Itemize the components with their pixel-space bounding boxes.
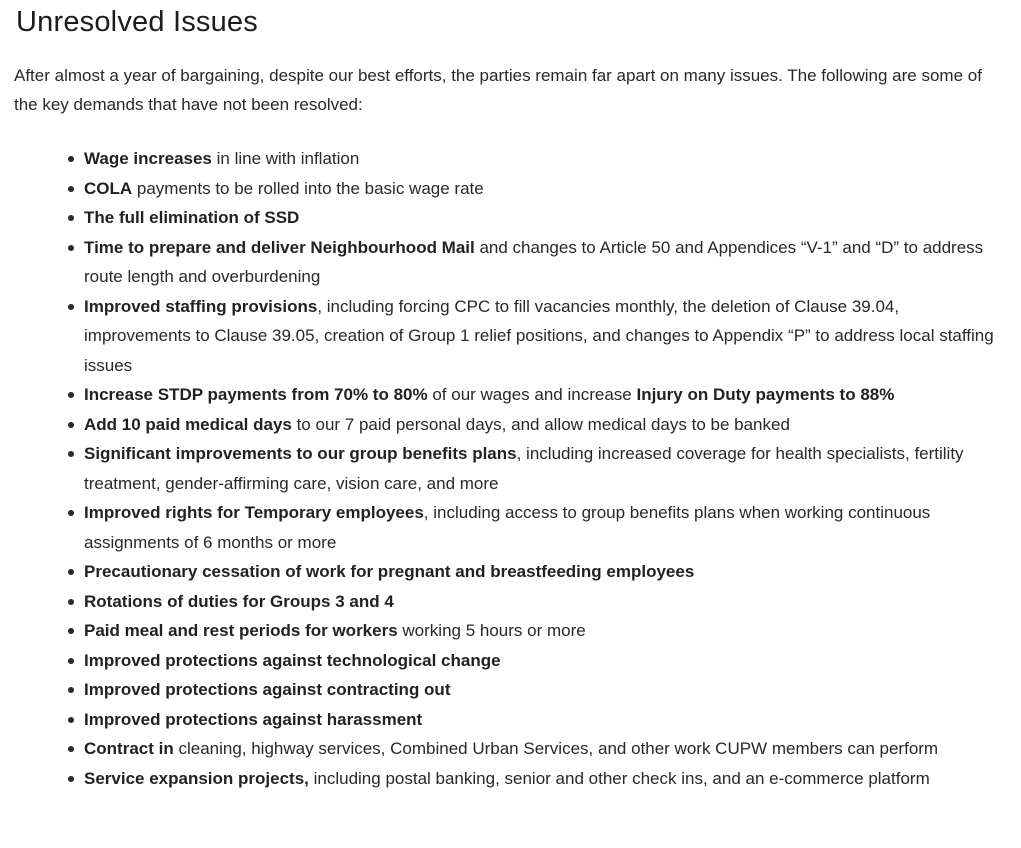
list-item — [84, 557, 1005, 587]
issue-bold-text: Contract in — [84, 739, 174, 759]
issue-bold-text: COLA — [84, 178, 133, 198]
issue-regular-text: working 5 hours or more — [397, 621, 586, 641]
intro-paragraph: After almost a year of bargaining, despite our best efforts, the parties remain far apart on many issues. The following are some of the key demands that have not been resolved: — [14, 66, 982, 115]
issue-regular-text: payments to be rolled into the basic wage rate — [132, 178, 484, 198]
issue-regular-text: to our 7 paid personal days, and allow medical days to be banked — [291, 414, 790, 434]
list-item — [84, 734, 1005, 764]
list-item — [84, 675, 1005, 705]
list-item — [84, 498, 1005, 557]
issue-regular-text: , including forcing CPC to fill vacancies monthly, the deletion of Clause 39.04, improvements to Clause 39.05, creation of Group 1 relief positions, and changes to Appendix “P” to address local staffing issues — [84, 296, 994, 375]
issue-bold-text: Improved rights for Temporary employees — [84, 503, 424, 523]
issue-bold-text: Wage increases — [84, 149, 212, 169]
list-item — [84, 292, 1005, 381]
list-item — [84, 587, 1005, 617]
issues-list — [14, 144, 1005, 793]
issue-regular-text: cleaning, highway services, Combined Urban Services, and other work CUPW members can perform — [173, 739, 939, 759]
issue-bold-text: Time to prepare and deliver Neighbourhood Mail — [84, 237, 475, 257]
issue-bold-text: Rotations of duties for Groups 3 and 4 — [84, 591, 394, 611]
list-item — [84, 380, 1005, 410]
list-item — [84, 705, 1005, 735]
list-item — [84, 410, 1005, 440]
issue-bold-text: Increase STDP payments from 70% to 80% — [84, 385, 428, 405]
issue-regular-text: , including increased coverage for health specialists, fertility treatment, gender-affirming care, vision care, and more — [84, 444, 964, 493]
list-item — [84, 203, 1005, 233]
issue-bold-text: Improved protections against harassment — [84, 709, 423, 729]
list-item — [84, 144, 1005, 174]
page-title: Unresolved Issues — [16, 6, 258, 38]
issue-bold-text: Paid meal and rest periods for workers — [84, 621, 398, 641]
list-item — [84, 233, 1005, 292]
issue-bold-text: Injury on Duty payments to 88% — [636, 385, 895, 405]
issue-bold-text: Improved staffing provisions — [84, 296, 318, 316]
issue-bold-text: Precautionary cessation of work for pregnant and breastfeeding employees — [84, 562, 695, 582]
issue-regular-text: including postal banking, senior and other check ins, and an e-commerce platform — [308, 768, 930, 788]
issue-bold-text: Add 10 paid medical days — [84, 414, 292, 434]
issue-regular-text: of our wages and increase — [427, 385, 637, 405]
list-item — [84, 174, 1005, 204]
issue-bold-text: Improved protections against contracting out — [84, 680, 451, 700]
issue-bold-text: Service expansion projects, — [84, 768, 309, 788]
list-item — [84, 764, 1005, 794]
issue-bold-text: The full elimination of SSD — [84, 208, 300, 228]
issue-bold-text: Significant improvements to our group benefits plans — [84, 444, 517, 464]
list-item — [84, 646, 1005, 676]
issue-bold-text: Improved protections against technological change — [84, 650, 501, 670]
list-item — [84, 439, 1005, 498]
list-item — [84, 616, 1005, 646]
issue-regular-text: in line with inflation — [211, 149, 360, 169]
issue-regular-text: and changes to Article 50 and Appendices “V-1” and “D” to address route length and overburdening — [84, 237, 984, 287]
issue-regular-text: , including access to group benefits plans when working continuous assignments of 6 months or more — [84, 503, 931, 552]
